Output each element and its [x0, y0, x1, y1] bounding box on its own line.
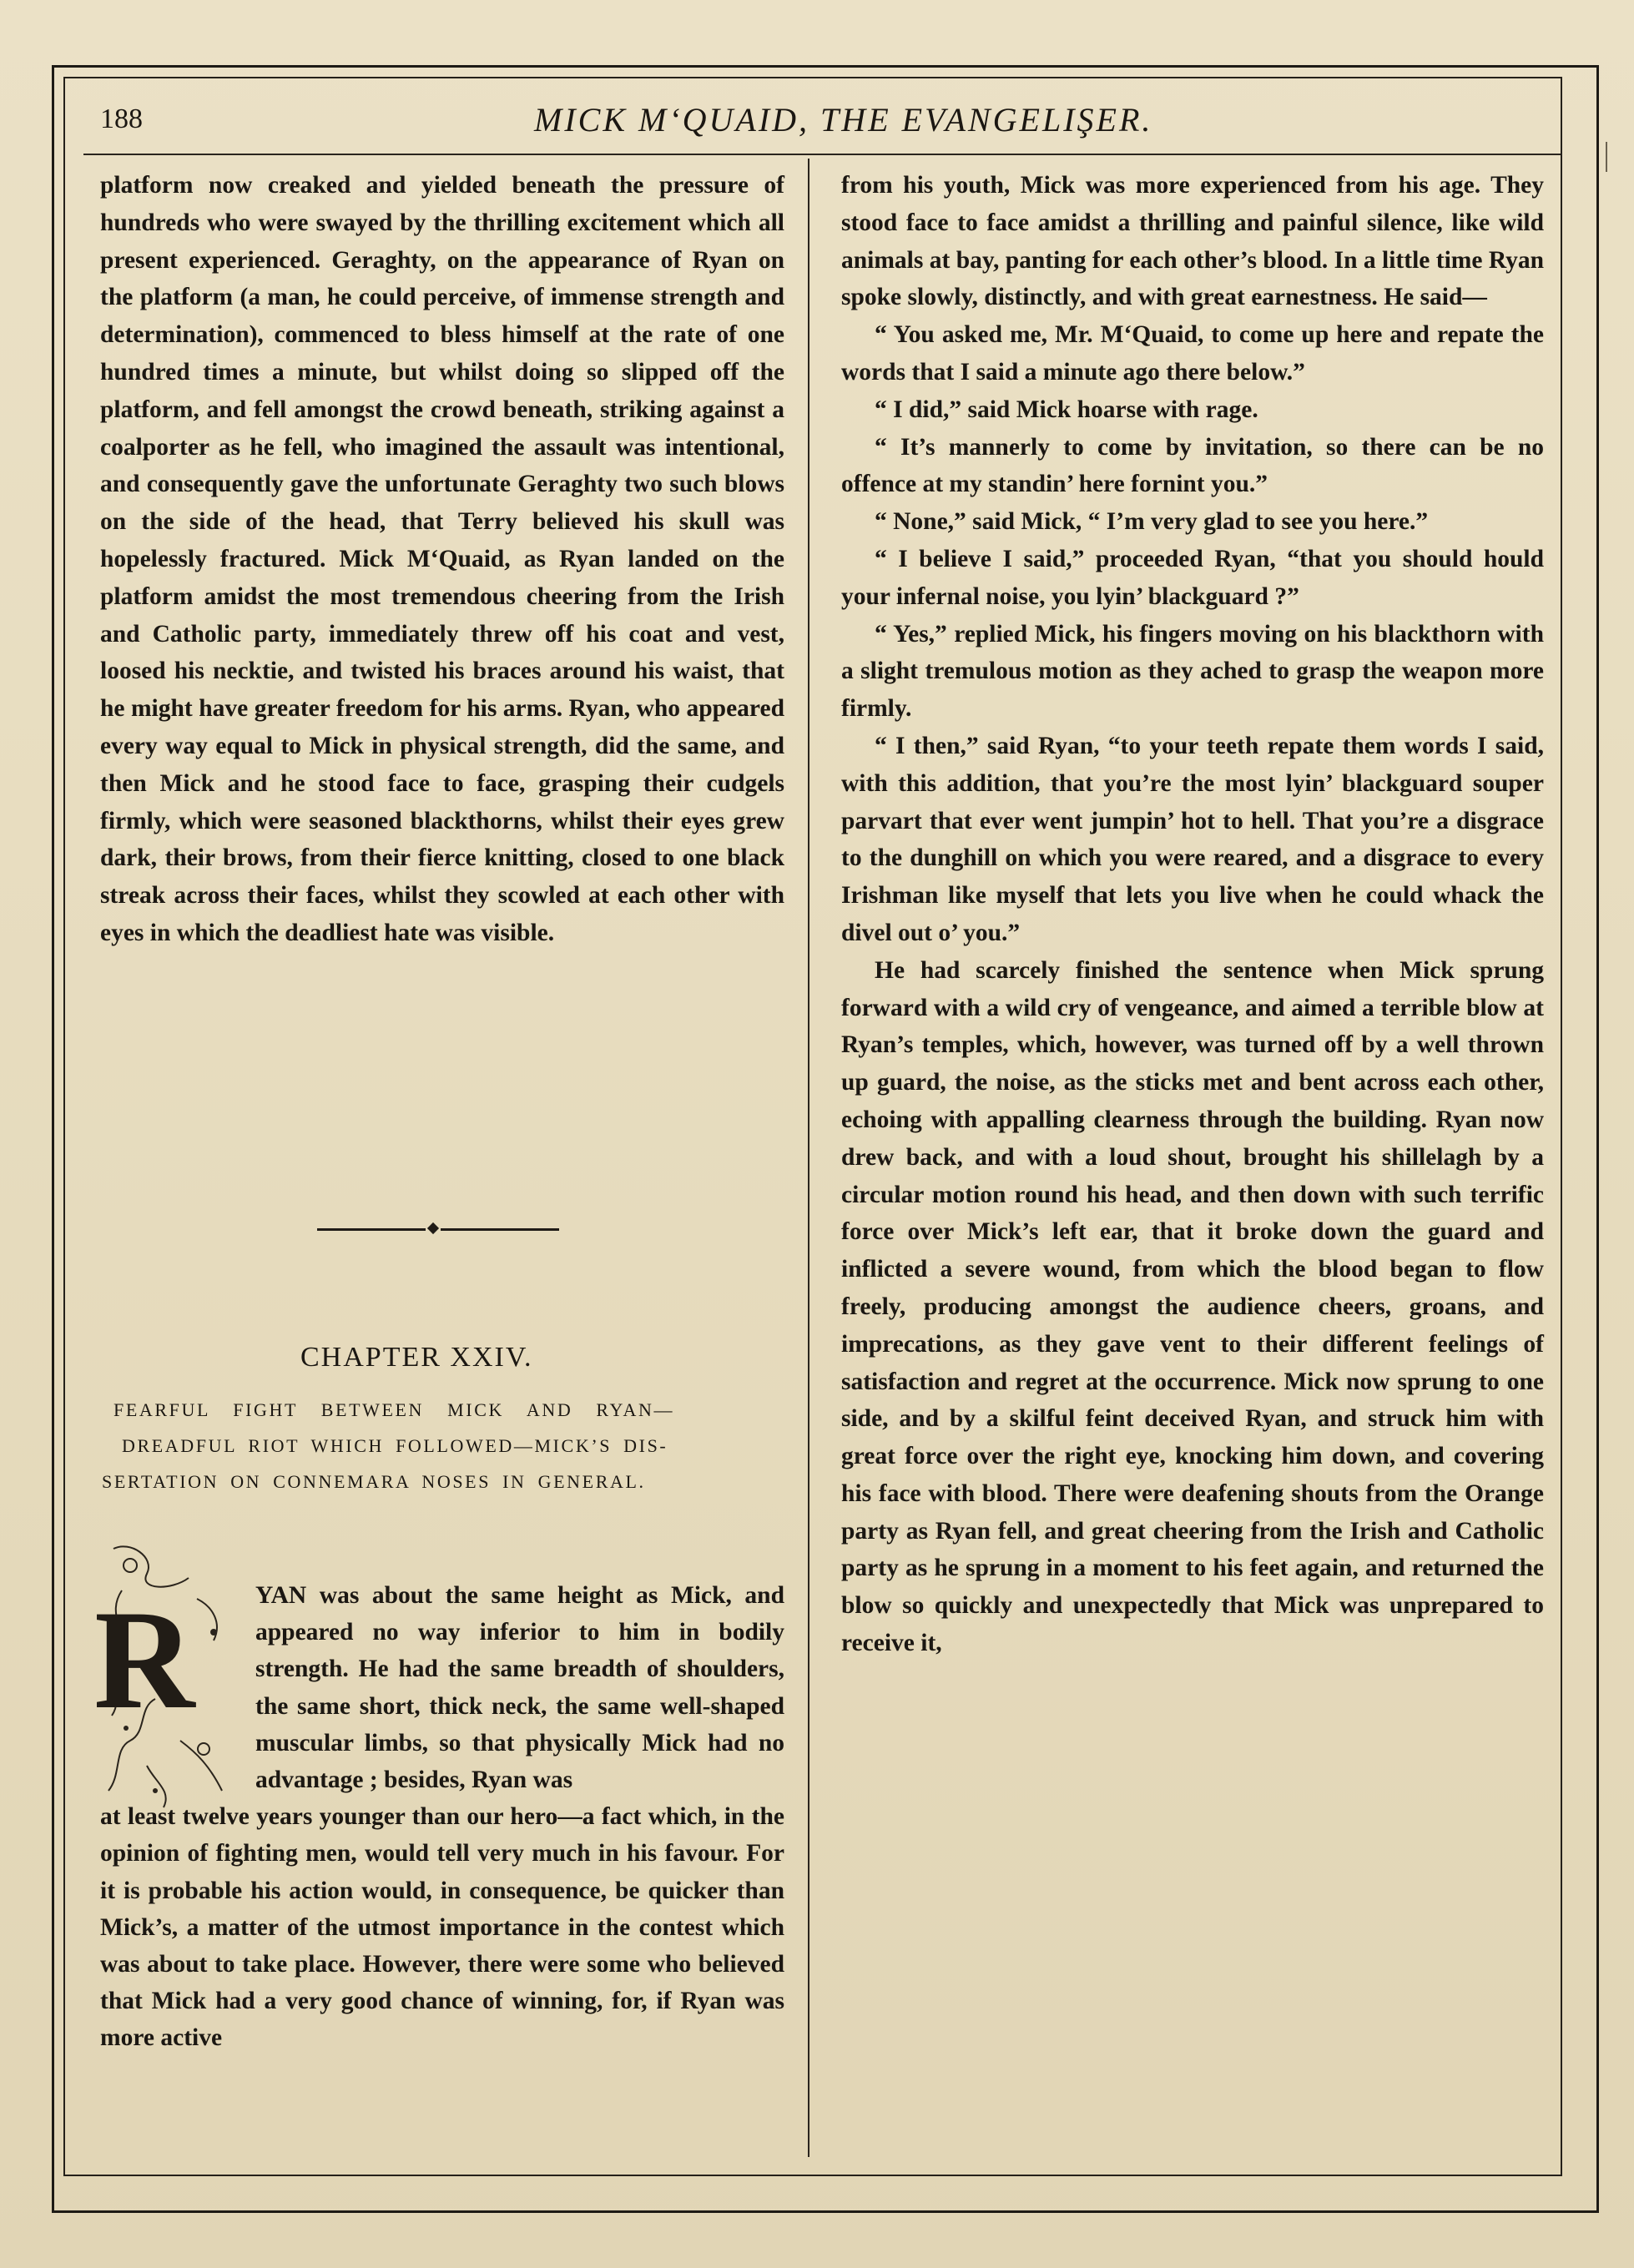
chapter-title: CHAPTER XXIV. — [300, 1342, 533, 1373]
chapter-summary-line: FEARFUL FIGHT BETWEEN MICK AND RYAN— — [113, 1399, 675, 1420]
ornament-line-right — [441, 1228, 559, 1231]
dialogue-paragraph: “ I believe I said,” proceeded Ryan, “that you should hould your infernal noise, you lyin’ blackguard ?” — [841, 545, 1544, 610]
column-divider — [808, 159, 809, 2157]
chapter-summary-line: DREADFUL RIOT WHICH FOLLOWED—MICK’S DIS- — [122, 1435, 668, 1456]
dialogue-paragraph: “ Yes,” replied Mick, his fingers moving on his blackthorn with a slight tremulous motion as they ached to grasp the weapon more firmly. — [841, 620, 1544, 723]
right-column — [841, 167, 1544, 1662]
left-paragraph: platform now creaked and yielded beneath the pressure of hundreds who were swayed by the thrilling excitement which all present experienced. Geraghty, on the appearance of Ryan on the platform (a man, he could perceive, of immense strength and determination), commenced to bless himself at the rate of one hundred times a minute, but whilst doing so slipped off the platform, and fell amongst the crowd beneath, striking against a coalporter as he fell, who imagined the assault was intentional, and consequently gave the unfortunate Geraghty two such blows on the side of the head, that Terry believed his skull was hopelessly fractured. Mick M‘Quaid, as Ryan landed on the platform amidst the most tremendous cheering from the Irish and Catholic party, immediately threw off his coat and vest, loosed his necktie, and twisted his braces around his waist, that he might have greater freedom for his arms. Ryan, who appeared every way equal to Mick in physical strength, did the same, and then Mick and he stood face to face, grasping their cudgels firmly, which were seasoned blackthorns, whilst their eyes grew dark, their brows, from their fierce knitting, closed to one black streak across their faces, whilst they scowled at each other with eyes in which the deadliest hate was visible. — [100, 172, 784, 946]
chapter-opening-text: YAN was about the same height as Mick, and appeared no way inferior to him in bodily strength. He had the same breadth of shoulders, the same short, thick neck, the same well-shaped muscular limbs, so that physically Mick had no advantage ; besides, Ryan was — [255, 1582, 784, 1794]
chapter-continuation-text: at least twelve years younger than our hero—a fact which, in the opinion of fighting men, would tell very much in his favour. For it is probable his action would, in consequence, be quicker than Mick’s, a matter of the utmost importance in the contest which was about to take place. However, there were some who believed that Mick had a very good chance of winning, for, if Ryan was more active — [100, 1803, 784, 2052]
left-column — [100, 167, 784, 952]
margin-mark — [1606, 142, 1611, 172]
right-paragraph: from his youth, Mick was more experienced from his age. They stood face to face amidst a thrilling and painful silence, like wild animals at bay, panting for each other’s blood. In a little time Ryan spoke slowly, distinctly, and with great earnestness. He said— — [841, 172, 1544, 311]
dialogue-paragraph: “ None,” said Mick, “ I’m very glad to see you here.” — [875, 508, 1429, 536]
running-header — [92, 97, 1561, 155]
section-ornament — [317, 1225, 559, 1233]
narrative-paragraph: He had scarcely finished the sentence when Mick sprung forward with a wild cry of vengeance, and aimed a terrible blow at Ryan’s temples, which, however, was turned off by a well thrown up guard, the noise, as the sticks met and bent across each other, echoing with appalling clearness through the building. Ryan now drew back, and with a loud shout, brought his shillelagh by a circular motion round his head, and then down with such terrific force over Mick’s left ear, that it broke down the guard and inflicted a severe wound, from which the blood began to flow freely, producing amongst the audience cheers, groans, and imprecations, as they gave vent to their different feelings of satisfaction and regret at the occurrence. Mick now sprung to one side, and by a skilful feint deceived Ryan, and struck him with great force over the right eye, knocking him down, and covering his face with blood. There were deafening shouts from the Orange party as Ryan fell, and great cheering from the Irish and Catholic party as he sprung in a moment to his feet again, and returned the blow so quickly and unexpectedly that Mick was unprepared to receive it, — [841, 956, 1544, 1657]
ornament-line-left — [317, 1228, 426, 1231]
chapter-summary-line: SERTATION ON CONNEMARA NOSES IN GENERAL. — [102, 1471, 646, 1492]
page-number: 188 — [100, 103, 143, 134]
dialogue-paragraph: “ I did,” said Mick hoarse with rage. — [875, 396, 1258, 423]
drop-cap-letter: R — [97, 1581, 195, 1738]
dialogue-paragraph: “ It’s mannerly to come by invitation, so there can be no offence at my standin’ here fornint you.” — [841, 433, 1544, 498]
running-title: MICK M‘QUAID, THE EVANGELIŞER. — [534, 101, 1153, 139]
dialogue-paragraph: “ I then,” said Ryan, “to your teeth repate them words I said, with this addition, that you’re the most lyin’ blackguard souper parvart that ever went jumpin’ hot to hell. That you’re a disgrace to the dunghill on which you were reared, and a disgrace to every Irishman like myself that lets you live when he could whack the divel out o’ you.” — [841, 732, 1544, 946]
ornament-diamond-icon — [427, 1222, 439, 1234]
dialogue-paragraph: “ You asked me, Mr. M‘Quaid, to come up here and repate the words that I said a minute ago there below.” — [841, 321, 1544, 386]
chapter-summary — [92, 1392, 793, 1499]
chapter-body — [100, 1577, 784, 2057]
header-rule — [83, 154, 1561, 155]
